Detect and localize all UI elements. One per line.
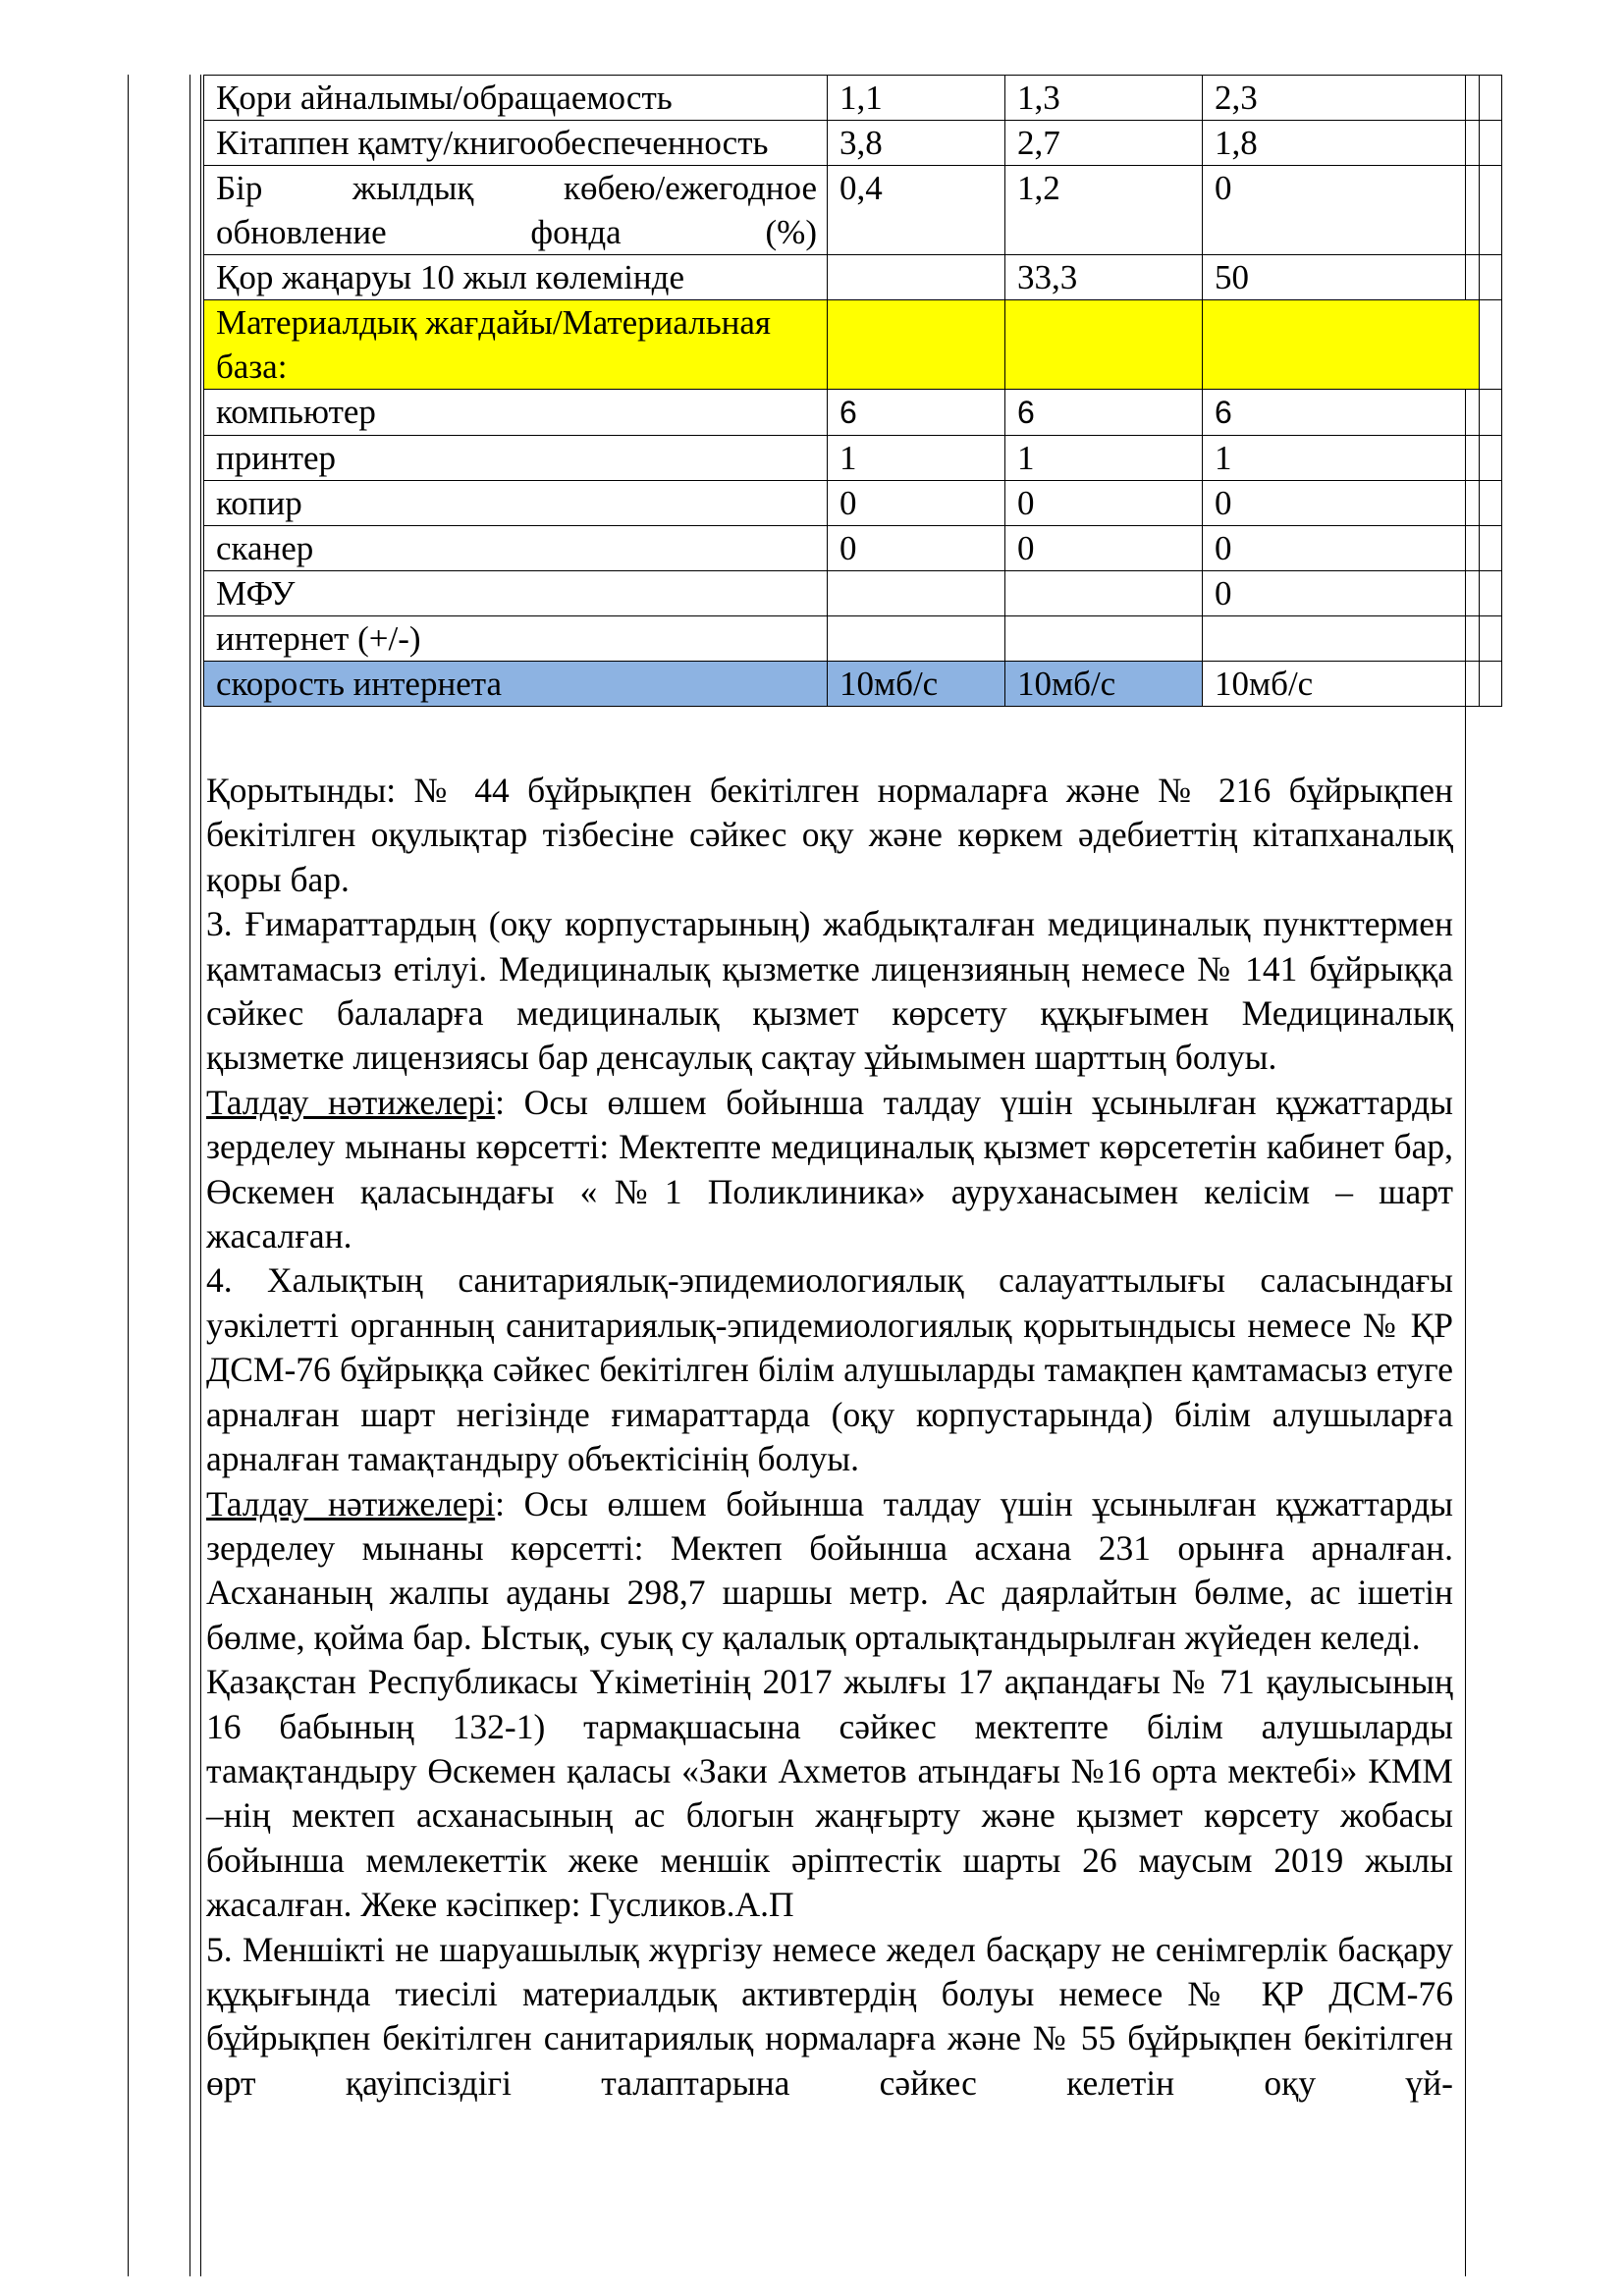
row-label: принтер	[204, 436, 828, 481]
value-col-2: 1,2	[1005, 166, 1203, 255]
value-col-3: 0	[1203, 166, 1480, 255]
value-col-1: 1	[828, 436, 1005, 481]
value-col-2	[1005, 616, 1203, 662]
value-col-1: 0,4	[828, 166, 1005, 255]
cell-value: 6	[839, 395, 857, 430]
table-row	[204, 481, 1502, 526]
table-body	[204, 76, 1502, 707]
row-label: МФУ	[204, 571, 828, 616]
item-4-paragraph: 4. Халықтың санитариялық-эпидемиологиялық салауаттылығы саласындағы уәкілетті органның санитариялық-эпидемиологиялық қорытындысы немесе № ҚР ДСМ-76 бұйрыққа сәйкес бекітілген білім алушыларды тамақпен қамтамасыз етуге арналған шарт негізінде ғимараттарда (оқу корпустарында) білім алушыларға арналған тамақтандыру объектісінің болуы.	[206, 1260, 1453, 1479]
extra-col	[1480, 662, 1502, 707]
value-col-3: 50	[1203, 255, 1480, 300]
analysis-4-paragraph	[206, 1482, 1453, 1661]
analysis-4-text: : Осы өлшем бойынша талдау үшін ұсынылған құжаттарды зерделеу мынаны көрсетті: Мектеп бойынша асхана 231 орынға арналған. Асхананың жалпы ауданы 298,7 шаршы метр. Ас даярлайтын бөлме, ас ішетін бөлме, қойма бар. Ыстық, суық су қалалық орталықтандырылған жүйеден келеді.	[206, 1483, 1453, 1657]
row-label: интернет (+/-)	[204, 616, 828, 662]
value-col-1	[828, 300, 1005, 390]
table-row	[204, 436, 1502, 481]
cell-value: 6	[1017, 395, 1035, 430]
table-row	[204, 526, 1502, 571]
column-border-left	[189, 75, 190, 2276]
cell-value: 6	[1215, 395, 1232, 430]
table-row	[204, 390, 1502, 436]
row-label: сканер	[204, 526, 828, 571]
value-col-2: 1,3	[1005, 76, 1203, 121]
row-label: Материалдық жағдайы/Материальная база:	[204, 300, 828, 390]
table-row	[204, 571, 1502, 616]
value-col-2	[1005, 300, 1203, 390]
extra-col	[1480, 300, 1502, 390]
value-col-3	[1203, 300, 1480, 390]
value-col-1	[828, 571, 1005, 616]
conclusion-paragraph: Қорытынды: № 44 бұйрықпен бекітілген нормаларға және № 216 бұйрықпен бекітілген оқулықтар тізбесіне сәйкес оқу және көркем әдебиеттің кітапханалық қоры бар.	[206, 771, 1453, 899]
page-border-left	[128, 75, 129, 2276]
table-row	[204, 76, 1502, 121]
value-col-2: 0	[1005, 481, 1203, 526]
extra-col	[1480, 571, 1502, 616]
value-col-1: 3,8	[828, 121, 1005, 166]
extra-col	[1480, 76, 1502, 121]
item-5-paragraph: 5. Меншікті не шаруашылық жүргізу немесе жедел басқару не сенімгерлік басқару құқығында тиесілі материалдық активтердің болуы немесе № ҚР ДСМ-76 бұйрықпен бекітілген санитариялық нормаларға және № 55 бұйрықпен бекітілген өрт қауіпсіздігі талаптарына сәйкес келетін оқу үй-	[206, 1929, 1453, 2103]
value-col-3: 0	[1203, 571, 1480, 616]
table-row	[204, 616, 1502, 662]
extra-col	[1480, 390, 1502, 436]
value-col-2: 0	[1005, 526, 1203, 571]
column-border-inner	[200, 75, 201, 2276]
row-label: Қор жаңаруы 10 жыл көлемінде	[204, 255, 828, 300]
row-label: Кітаппен қамту/книгообеспеченность	[204, 121, 828, 166]
row-label: компьютер	[204, 390, 828, 436]
table-row	[204, 662, 1502, 707]
analysis-3-paragraph	[206, 1081, 1453, 1259]
table-row	[204, 166, 1502, 255]
value-col-2	[1005, 390, 1203, 436]
analysis-label: Талдау нәтижелері	[206, 1082, 496, 1122]
value-col-1	[828, 616, 1005, 662]
extra-col	[1480, 166, 1502, 255]
table-row	[204, 121, 1502, 166]
value-col-2	[1005, 571, 1203, 616]
value-col-3: 2,3	[1203, 76, 1480, 121]
analysis-3-text: : Осы өлшем бойынша талдау үшін ұсынылған құжаттарды зерделеу мынаны көрсетті: Мектепте медициналық қызмет көрсететін кабинет бар, Өскемен қаласындағы «№1 Поликлиника» ауруханасымен келісім – шарт жасалған.	[206, 1082, 1453, 1256]
value-col-1: 10мб/с	[828, 662, 1005, 707]
row-label: Бір жылдық көбею/ежегодное обновление фонда (%)	[204, 166, 828, 255]
decree-paragraph: Қазақстан Республикасы Үкіметінің 2017 жылғы 17 ақпандағы № 71 қаулысының 16 бабының 132-1) тармақшасына сәйкес мектепте білім алушыларды тамақтандыру Өскемен қаласы «Заки Ахметов атындағы №16 орта мектебі» КММ –нің мектеп асханасының ас блогын жаңғырту және қызмет көрсету жобасы бойынша мемлекеттік жеке меншік әріптестік шарты 26 маусым 2019 жылы жасалған. Жеке кәсіпкер: Гусликов.А.П	[206, 1662, 1453, 1925]
value-col-3: 0	[1203, 526, 1480, 571]
row-label: скорость интернета	[204, 662, 828, 707]
value-col-2: 2,7	[1005, 121, 1203, 166]
value-col-1: 1,1	[828, 76, 1005, 121]
extra-col	[1480, 616, 1502, 662]
library-stats-table	[203, 75, 1502, 707]
extra-col	[1480, 255, 1502, 300]
table-row	[204, 300, 1502, 390]
row-label: копир	[204, 481, 828, 526]
value-col-3: 1	[1203, 436, 1480, 481]
analysis-label: Талдау нәтижелері	[206, 1483, 496, 1523]
table-row	[204, 255, 1502, 300]
value-col-1: 0	[828, 481, 1005, 526]
value-col-3: 10мб/с	[1203, 662, 1480, 707]
row-label: Қори айналымы/обращаемость	[204, 76, 828, 121]
value-col-3: 0	[1203, 481, 1480, 526]
item-3-paragraph: 3. Ғимараттардың (оқу корпустарының) жабдықталған медициналық пункттермен қамтамасыз етілуі. Медициналық қызметке лицензияның немесе № 141 бұйрыққа сәйкес балаларға медициналық қызмет көрсету құқығымен Медициналық қызметке лицензиясы бар денсаулық сақтау ұйымымен шарттың болуы.	[206, 904, 1453, 1078]
value-col-3	[1203, 390, 1480, 436]
value-col-3: 1,8	[1203, 121, 1480, 166]
value-col-2: 33,3	[1005, 255, 1203, 300]
extra-col	[1480, 481, 1502, 526]
value-col-2: 1	[1005, 436, 1203, 481]
value-col-1	[828, 390, 1005, 436]
value-col-1: 0	[828, 526, 1005, 571]
value-col-2: 10мб/с	[1005, 662, 1203, 707]
extra-col	[1480, 121, 1502, 166]
extra-col	[1480, 526, 1502, 571]
value-col-3	[1203, 616, 1480, 662]
report-text	[206, 769, 1453, 2106]
value-col-1	[828, 255, 1005, 300]
extra-col	[1480, 436, 1502, 481]
